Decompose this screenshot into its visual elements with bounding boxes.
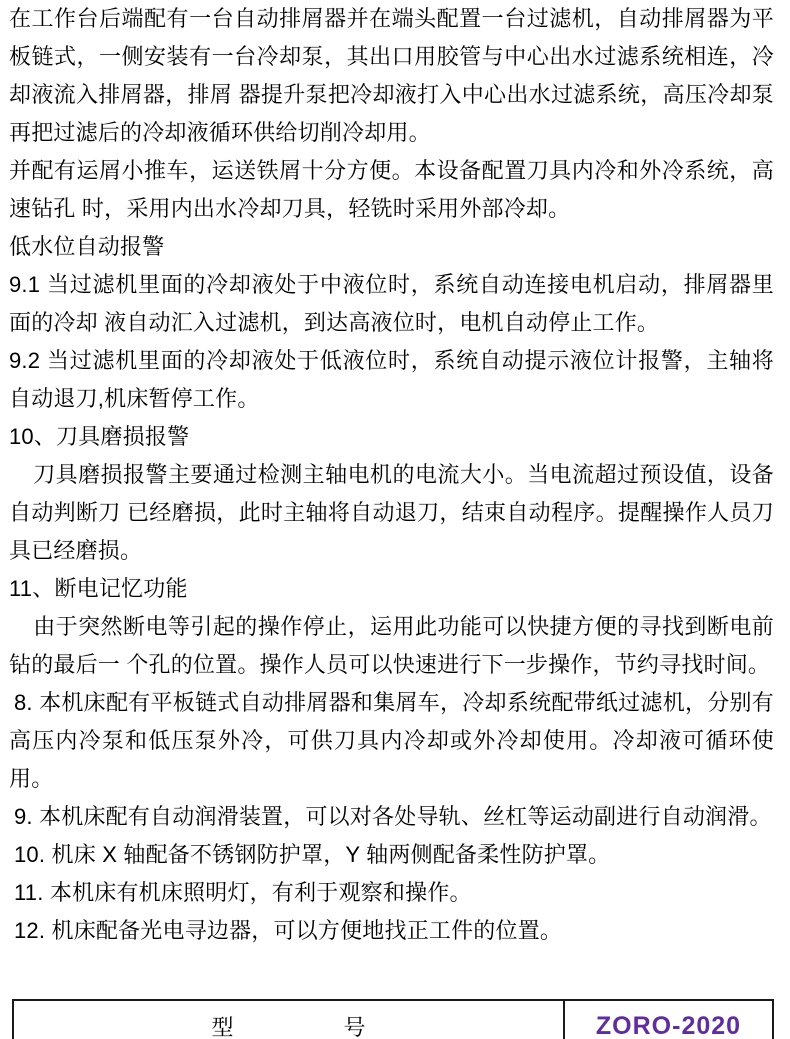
model-spec-table (12, 999, 774, 1039)
feature-item-9: 9. 本机床配有自动润滑装置，可以对各处导轨、丝杠等运动副进行自动润滑。 (14, 804, 772, 829)
model-label-cell: 型 号 (14, 1001, 565, 1039)
section-heading-tool-wear-alarm: 10、刀具磨损报警 (9, 424, 190, 449)
paragraph-coolant-system: 在工作台后端配有一台自动排屑器并在端头配置一台过滤机，自动排屑器为平板链式，一侧安装有一台冷却泵，其出口用胶管与中心出水过滤系统相连，冷却液流入排屑器，排屑 器提升泵把冷却液打入中心出水过滤系统，高压冷却泵再把过滤后的冷却液循环供给切削冷却用。 (9, 6, 774, 145)
paragraph-9-2: 9.2 当过滤机里面的冷却液处于低液位时，系统自动提示液位计报警，主轴将自动退刀,机床暂停工作。 (9, 348, 774, 411)
feature-item-11: 11. 本机床有机床照明灯，有利于观察和操作。 (14, 880, 472, 905)
section-heading-power-memory: 11、断电记忆功能 (9, 576, 188, 601)
feature-item-10: 10. 机床 X 轴配备不锈钢防护罩，Y 轴两侧配备柔性防护罩。 (14, 842, 611, 867)
model-value-cell: ZORO-2020 (595, 1011, 742, 1039)
paragraph-chip-cart: 并配有运屑小推车，运送铁屑十分方便。本设备配置刀具内冷和外冷系统，高速钻孔 时，采用内出水冷却刀具，轻铣时采用外部冷却。 (9, 158, 774, 221)
feature-item-12: 12. 机床配备光电寻边器，可以方便地找正工件的位置。 (14, 918, 563, 943)
paragraph-tool-wear-alarm: 刀具磨损报警主要通过检测主轴电机的电流大小。当电流超过预设值，设备自动判断刀 已经磨损，此时主轴将自动退刀，结束自动程序。提醒操作人员刀具已经磨损。 (9, 462, 774, 563)
paragraph-power-memory: 由于突然断电等引起的操作停止，运用此功能可以快捷方便的寻找到断电前钻的最后一 个孔的位置。操作人员可以快速进行下一步操作，节约寻找时间。 (9, 614, 774, 677)
feature-item-8: 8. 本机床配有平板链式自动排屑器和集屑车，冷却系统配带纸过滤机，分别有高压内冷泵和低压泵外冷，可供刀具内冷却或外冷却使用。冷却液可循环使用。 (9, 690, 774, 791)
section-heading-low-water-alarm: 低水位自动报警 (9, 234, 165, 259)
paragraph-9-1: 9.1 当过滤机里面的冷却液处于中液位时，系统自动连接电机启动，排屑器里面的冷却 液自动汇入过滤机，到达高液位时，电机自动停止工作。 (9, 272, 774, 335)
